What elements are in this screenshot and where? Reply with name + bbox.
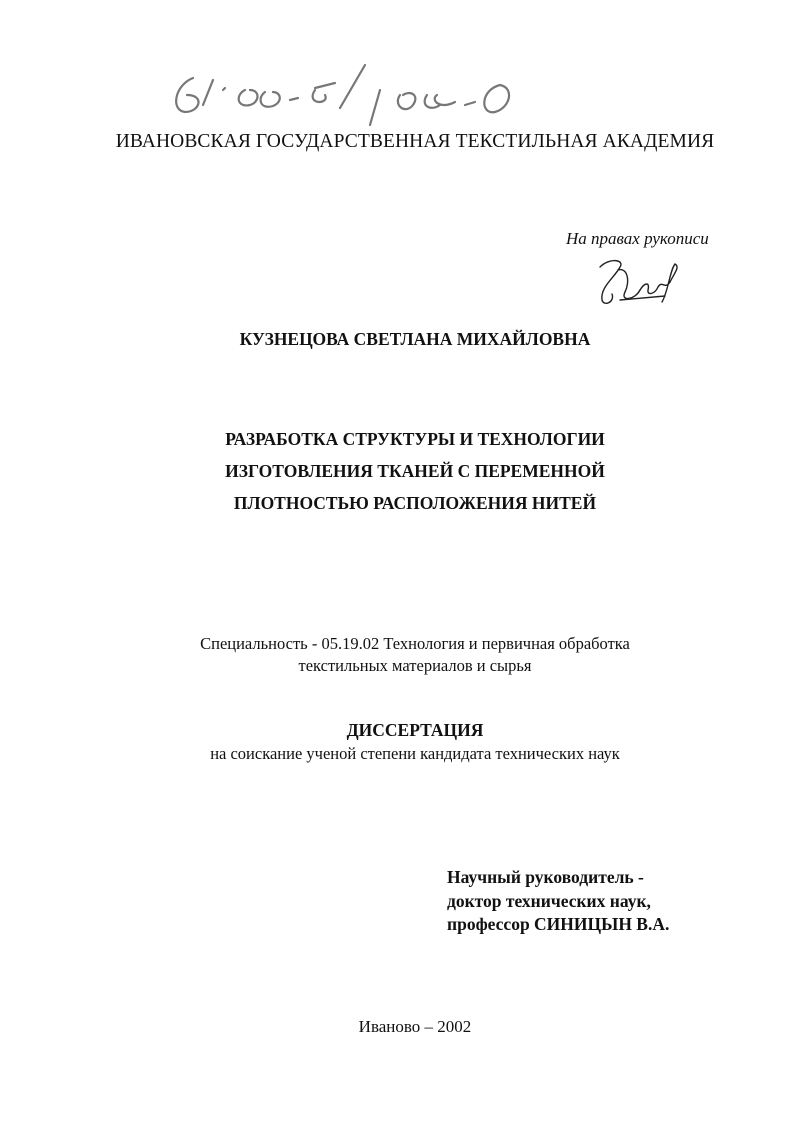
title-line: ИЗГОТОВЛЕНИЯ ТКАНЕЙ С ПЕРЕМЕННОЙ	[225, 461, 605, 481]
degree-description: на соискание ученой степени кандидата технических наук	[210, 744, 620, 763]
dissertation-title	[0, 423, 793, 519]
city-year: Иваново – 2002	[358, 1017, 472, 1036]
author-name: КУЗНЕЦОВА СВЕТЛАНА МИХАЙЛОВНА	[239, 329, 591, 349]
specialty	[0, 633, 793, 677]
supervisor-line: доктор технических наук,	[447, 890, 651, 911]
title-line: РАЗРАБОТКА СТРУКТУРЫ И ТЕХНОЛОГИИ	[225, 429, 605, 449]
supervisor-block	[447, 866, 669, 937]
handwritten-archive-code	[165, 50, 585, 135]
supervisor-line: профессор СИНИЦЫН В.А.	[447, 914, 670, 934]
supervisor-line: Научный руководитель -	[447, 867, 644, 887]
specialty-line: Специальность - 05.19.02 Технология и первичная обработка	[200, 634, 630, 653]
institution-name: ИВАНОВСКАЯ ГОСУДАРСТВЕННАЯ ТЕКСТИЛЬНАЯ АКАДЕМИЯ	[115, 131, 715, 152]
author-signature	[590, 252, 685, 310]
specialty-line: текстильных материалов и сырья	[298, 656, 532, 675]
title-line: ПЛОТНОСТЬЮ РАСПОЛОЖЕНИЯ НИТЕЙ	[233, 493, 597, 513]
manuscript-rights-note: На правах рукописи	[566, 229, 709, 248]
document-type: ДИССЕРТАЦИЯ	[346, 720, 484, 740]
